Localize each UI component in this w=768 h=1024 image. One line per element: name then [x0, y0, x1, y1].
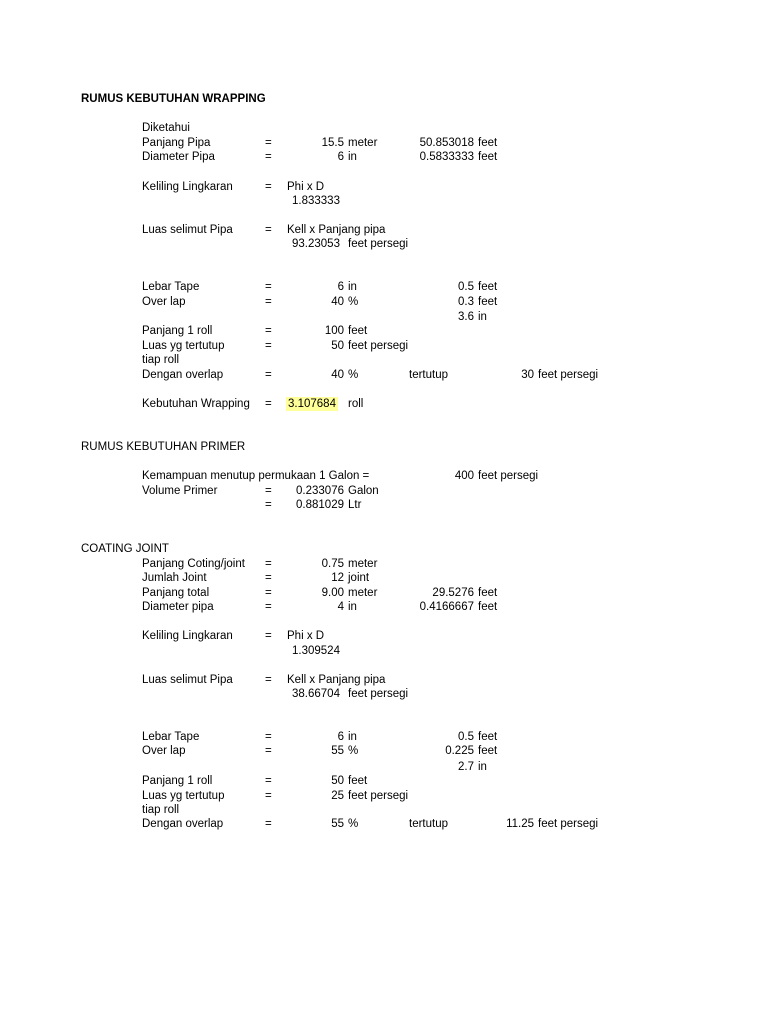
lebar-tape-label: Lebar Tape: [142, 731, 200, 743]
dengan-overlap-label: Dengan overlap: [142, 818, 224, 830]
keliling-formula: Phi x D: [287, 181, 325, 193]
equals-sign: =: [265, 587, 272, 599]
equals-sign: =: [265, 745, 272, 757]
lebar-tape-value-feet: 0.5: [458, 281, 474, 293]
over-lap-unit-in: in: [478, 311, 487, 323]
panjang-roll-unit: feet: [348, 775, 368, 787]
over-lap-value: 55: [331, 745, 344, 757]
keliling-result: 1.309524: [292, 645, 340, 657]
diameter-pipa-unit: in: [348, 601, 357, 613]
equals-sign: =: [265, 775, 272, 787]
keliling-formula: Phi x D: [287, 630, 325, 642]
keliling-label: Keliling Lingkaran: [142, 630, 233, 642]
dengan-overlap-unit-2: feet persegi: [538, 369, 599, 381]
over-lap-unit-feet: feet: [478, 296, 498, 308]
volume-primer-value-ltr: 0.881029: [296, 499, 344, 511]
panjang-total-unit: meter: [348, 587, 378, 599]
panjang-pipa-unit: meter: [348, 137, 378, 149]
panjang-roll-label: Panjang 1 roll: [142, 775, 213, 787]
dengan-overlap-value: 55: [331, 818, 344, 830]
over-lap-value-feet: 0.225: [445, 745, 474, 757]
dengan-overlap-label: Dengan overlap: [142, 369, 224, 381]
luas-selimut-result: 38.66704: [292, 688, 340, 700]
dengan-overlap-tertutup: tertutup: [409, 818, 448, 830]
dengan-overlap-tertutup: tertutup: [409, 369, 448, 381]
panjang-pipa-unit-feet: feet: [478, 137, 498, 149]
lebar-tape-unit: in: [348, 731, 357, 743]
over-lap-value-feet: 0.3: [458, 296, 474, 308]
equals-sign: =: [265, 818, 272, 830]
lebar-tape-unit: in: [348, 281, 357, 293]
jumlah-joint-label: Jumlah Joint: [142, 572, 207, 584]
kebutuhan-wrapping-value: 3.107684: [288, 398, 336, 410]
over-lap-unit: %: [348, 745, 359, 757]
luas-tertutup-label: Luas yg tertutup: [142, 340, 225, 352]
lebar-tape-value: 6: [337, 281, 344, 293]
over-lap-value: 40: [331, 296, 344, 308]
equals-sign: =: [265, 558, 272, 570]
diameter-pipa-unit-feet: feet: [478, 601, 498, 613]
over-lap-value-in: 3.6: [458, 311, 474, 323]
kemampuan-unit: feet persegi: [478, 470, 539, 482]
volume-primer-value: 0.233076: [296, 485, 344, 497]
panjang-roll-label: Panjang 1 roll: [142, 325, 213, 337]
over-lap-unit-in: in: [478, 761, 487, 773]
luas-selimut-unit: feet persegi: [348, 238, 409, 250]
diameter-pipa-label: Diameter pipa: [142, 601, 214, 613]
volume-primer-label: Volume Primer: [142, 485, 218, 497]
luas-tertutup-value: 25: [331, 790, 344, 802]
over-lap-value-in: 2.7: [458, 761, 474, 773]
dengan-overlap-value: 40: [331, 369, 344, 381]
luas-tertutup-label: Luas yg tertutup: [142, 790, 225, 802]
equals-sign: =: [265, 340, 272, 352]
keliling-result: 1.833333: [292, 195, 340, 207]
dengan-overlap-unit: %: [348, 818, 359, 830]
equals-sign: =: [265, 151, 272, 163]
equals-sign: =: [265, 181, 272, 193]
wrapping-title: RUMUS KEBUTUHAN WRAPPING: [81, 93, 266, 105]
over-lap-label: Over lap: [142, 296, 186, 308]
diameter-pipa-unit-feet: feet: [478, 151, 498, 163]
dengan-overlap-value-2: 30: [521, 369, 534, 381]
luas-selimut-label: Luas selimut Pipa: [142, 224, 233, 236]
diameter-pipa-unit: in: [348, 151, 357, 163]
equals-sign: =: [265, 790, 272, 802]
panjang-total-label: Panjang total: [142, 587, 210, 599]
luas-selimut-formula: Kell x Panjang pipa: [287, 674, 386, 686]
coating-title: COATING JOINT: [81, 543, 169, 555]
panjang-pipa-value: 15.5: [321, 137, 344, 149]
dengan-overlap-unit-2: feet persegi: [538, 818, 599, 830]
equals-sign: =: [265, 731, 272, 743]
diameter-pipa-value: 6: [337, 151, 344, 163]
panjang-roll-unit: feet: [348, 325, 368, 337]
equals-sign: =: [265, 398, 272, 410]
luas-selimut-formula: Kell x Panjang pipa: [287, 224, 386, 236]
equals-sign: =: [265, 572, 272, 584]
equals-sign: =: [265, 325, 272, 337]
equals-sign: =: [265, 485, 272, 497]
luas-selimut-unit: feet persegi: [348, 688, 409, 700]
lebar-tape-value-feet: 0.5: [458, 731, 474, 743]
kebutuhan-wrapping-label: Kebutuhan Wrapping: [142, 398, 250, 410]
panjang-coting-value: 0.75: [321, 558, 344, 570]
equals-sign: =: [265, 296, 272, 308]
equals-sign: =: [265, 674, 272, 686]
over-lap-unit: %: [348, 296, 359, 308]
lebar-tape-label: Lebar Tape: [142, 281, 200, 293]
luas-selimut-result: 93.23053: [292, 238, 340, 250]
panjang-roll-value: 50: [331, 775, 344, 787]
diameter-pipa-label: Diameter Pipa: [142, 151, 215, 163]
diameter-pipa-value-feet: 0.4166667: [419, 601, 474, 613]
diameter-pipa-value: 4: [337, 601, 344, 613]
panjang-pipa-value-feet: 50.853018: [419, 137, 474, 149]
panjang-total-value: 9.00: [321, 587, 344, 599]
panjang-coting-label: Panjang Coting/joint: [142, 558, 245, 570]
jumlah-joint-unit: joint: [348, 572, 370, 584]
panjang-roll-value: 100: [324, 325, 344, 337]
panjang-pipa-label: Panjang Pipa: [142, 137, 211, 149]
luas-tertutup-label-2: tiap roll: [142, 804, 180, 816]
luas-tertutup-value: 50: [331, 340, 344, 352]
primer-title: RUMUS KEBUTUHAN PRIMER: [81, 441, 246, 453]
panjang-coting-unit: meter: [348, 558, 378, 570]
lebar-tape-value: 6: [337, 731, 344, 743]
over-lap-label: Over lap: [142, 745, 186, 757]
keliling-label: Keliling Lingkaran: [142, 181, 233, 193]
lebar-tape-unit-feet: feet: [478, 281, 498, 293]
equals-sign: =: [265, 224, 272, 236]
luas-tertutup-unit: feet persegi: [348, 790, 409, 802]
luas-tertutup-label-2: tiap roll: [142, 354, 180, 366]
equals-sign: =: [265, 369, 272, 381]
kemampuan-label: Kemampuan menutup permukaan 1 Galon =: [142, 470, 370, 482]
equals-sign: =: [265, 630, 272, 642]
panjang-total-value-feet: 29.5276: [432, 587, 474, 599]
dengan-overlap-value-2: 11.25: [506, 818, 534, 830]
luas-selimut-label: Luas selimut Pipa: [142, 674, 233, 686]
diameter-pipa-value-feet: 0.5833333: [419, 151, 474, 163]
lebar-tape-unit-feet: feet: [478, 731, 498, 743]
luas-tertutup-unit: feet persegi: [348, 340, 409, 352]
over-lap-unit-feet: feet: [478, 745, 498, 757]
jumlah-joint-value: 12: [331, 572, 344, 584]
equals-sign: =: [265, 281, 272, 293]
panjang-total-unit-feet: feet: [478, 587, 498, 599]
volume-primer-unit: Galon: [348, 485, 379, 497]
volume-primer-unit-ltr: Ltr: [348, 499, 362, 511]
kemampuan-value: 400: [454, 470, 474, 482]
equals-sign: =: [265, 601, 272, 613]
diketahui-label: Diketahui: [142, 122, 190, 134]
equals-sign: =: [265, 137, 272, 149]
dengan-overlap-unit: %: [348, 369, 359, 381]
equals-sign: =: [265, 499, 272, 511]
kebutuhan-wrapping-unit: roll: [348, 398, 364, 410]
